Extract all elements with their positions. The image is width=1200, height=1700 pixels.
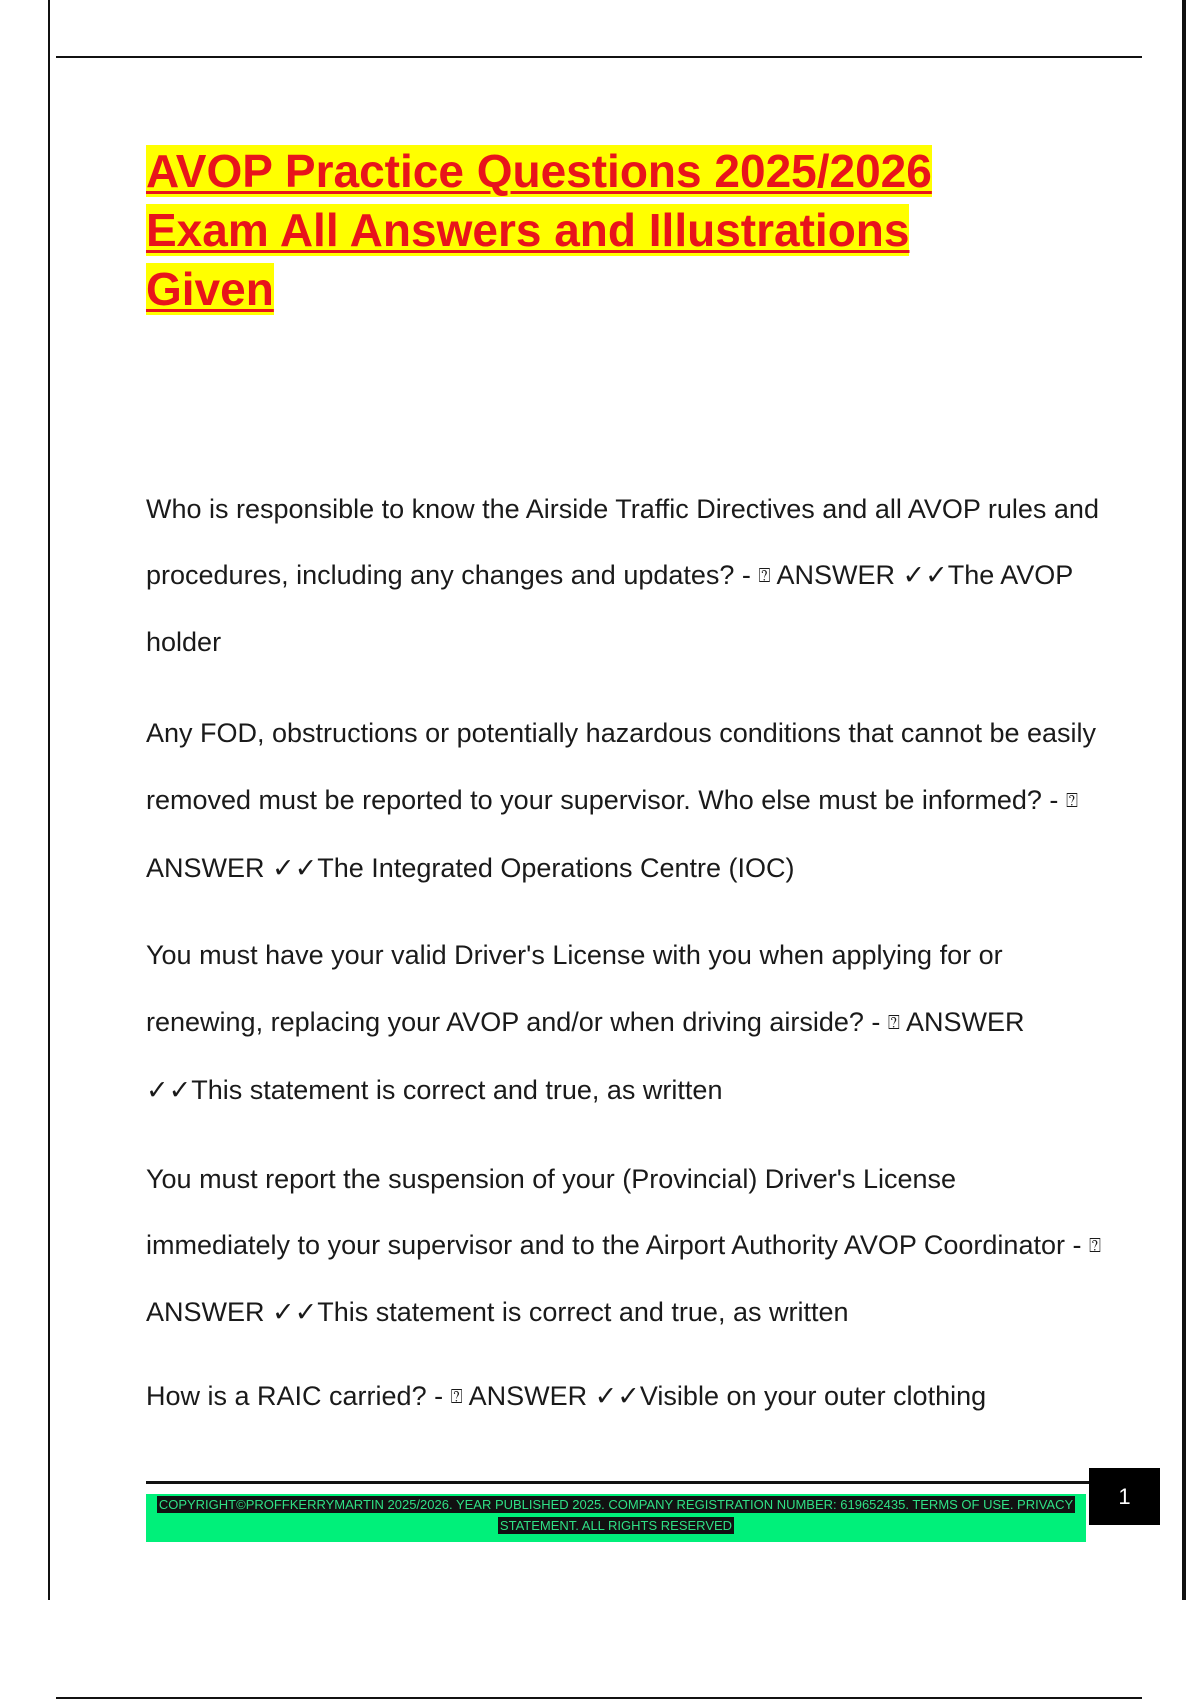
answer-text: This statement is correct and true, as written	[317, 1297, 849, 1327]
answer-text: Visible on your outer clothing	[639, 1381, 987, 1411]
answer-label: ANSWER	[468, 1381, 588, 1411]
answer-label: ANSWER	[146, 1297, 265, 1327]
qa-item-4	[146, 1146, 1106, 1345]
page-number: 1	[1089, 1468, 1160, 1525]
page-border-right	[1182, 0, 1186, 1600]
answer-text: The Integrated Operations Centre (IOC)	[317, 853, 795, 883]
qa-item-5	[146, 1375, 1106, 1418]
answer-label: ANSWER	[146, 853, 265, 883]
check-marks-icon: ✓✓	[594, 1381, 640, 1411]
qa-item-3	[146, 922, 1106, 1124]
answer-symbol-icon: ⍰	[1088, 1235, 1101, 1257]
page-border-left	[48, 0, 50, 1600]
answer-symbol-icon: ⍰	[450, 1386, 463, 1408]
qa-item-1	[146, 476, 1106, 675]
answer-text: The AVOP holder	[146, 560, 1073, 657]
answer-label: ANSWER	[776, 560, 895, 590]
title-line-2: Exam All Answers and Illustrations	[146, 204, 910, 256]
answer-symbol-icon: ⍰	[758, 565, 771, 587]
question-text: Who is responsible to know the Airside Traffic Directives and all AVOP rules and procedures, including any changes and updates? -	[146, 494, 1099, 590]
title-line-1: AVOP Practice Questions 2025/2026	[146, 145, 932, 197]
check-marks-icon: ✓✓	[902, 560, 948, 590]
answer-symbol-icon: ⍰	[1065, 790, 1078, 812]
footer-copyright-band	[146, 1494, 1086, 1542]
next-page-rule	[56, 1697, 1142, 1699]
question-text: How is a RAIC carried? -	[146, 1381, 444, 1411]
question-text: Any FOD, obstructions or potentially hazardous conditions that cannot be easily removed must be reported to your supervisor. Who else must be informed? -	[146, 718, 1097, 815]
check-marks-icon: ✓✓	[272, 1297, 318, 1327]
answer-symbol-icon: ⍰	[887, 1012, 900, 1034]
qa-item-2	[146, 700, 1106, 902]
document-title	[146, 142, 1046, 319]
check-marks-icon: ✓✓	[146, 1075, 192, 1105]
answer-label: ANSWER	[905, 1007, 1025, 1037]
question-text: You must report the suspension of your (Provincial) Driver's License immediately to your supervisor and to the Airport Authority AVOP Coordinator -	[146, 1164, 1082, 1260]
answer-text: This statement is correct and true, as written	[191, 1075, 723, 1105]
header-rule	[56, 56, 1142, 58]
check-marks-icon: ✓✓	[272, 853, 318, 883]
footer-copyright-text: COPYRIGHT©PROFFKERRYMARTIN 2025/2026. YEAR PUBLISHED 2025. COMPANY REGISTRATION NUMBER: 619652435. TERMS OF USE. PRIVACY STATEMENT. ALL RIGHTS RESERVED	[158, 1497, 1074, 1533]
title-line-3: Given	[146, 263, 274, 315]
footer-rule	[146, 1481, 1090, 1484]
question-text: You must have your valid Driver's License with you when applying for or renewing, replacing your AVOP and/or when driving airside? -	[146, 940, 1003, 1037]
